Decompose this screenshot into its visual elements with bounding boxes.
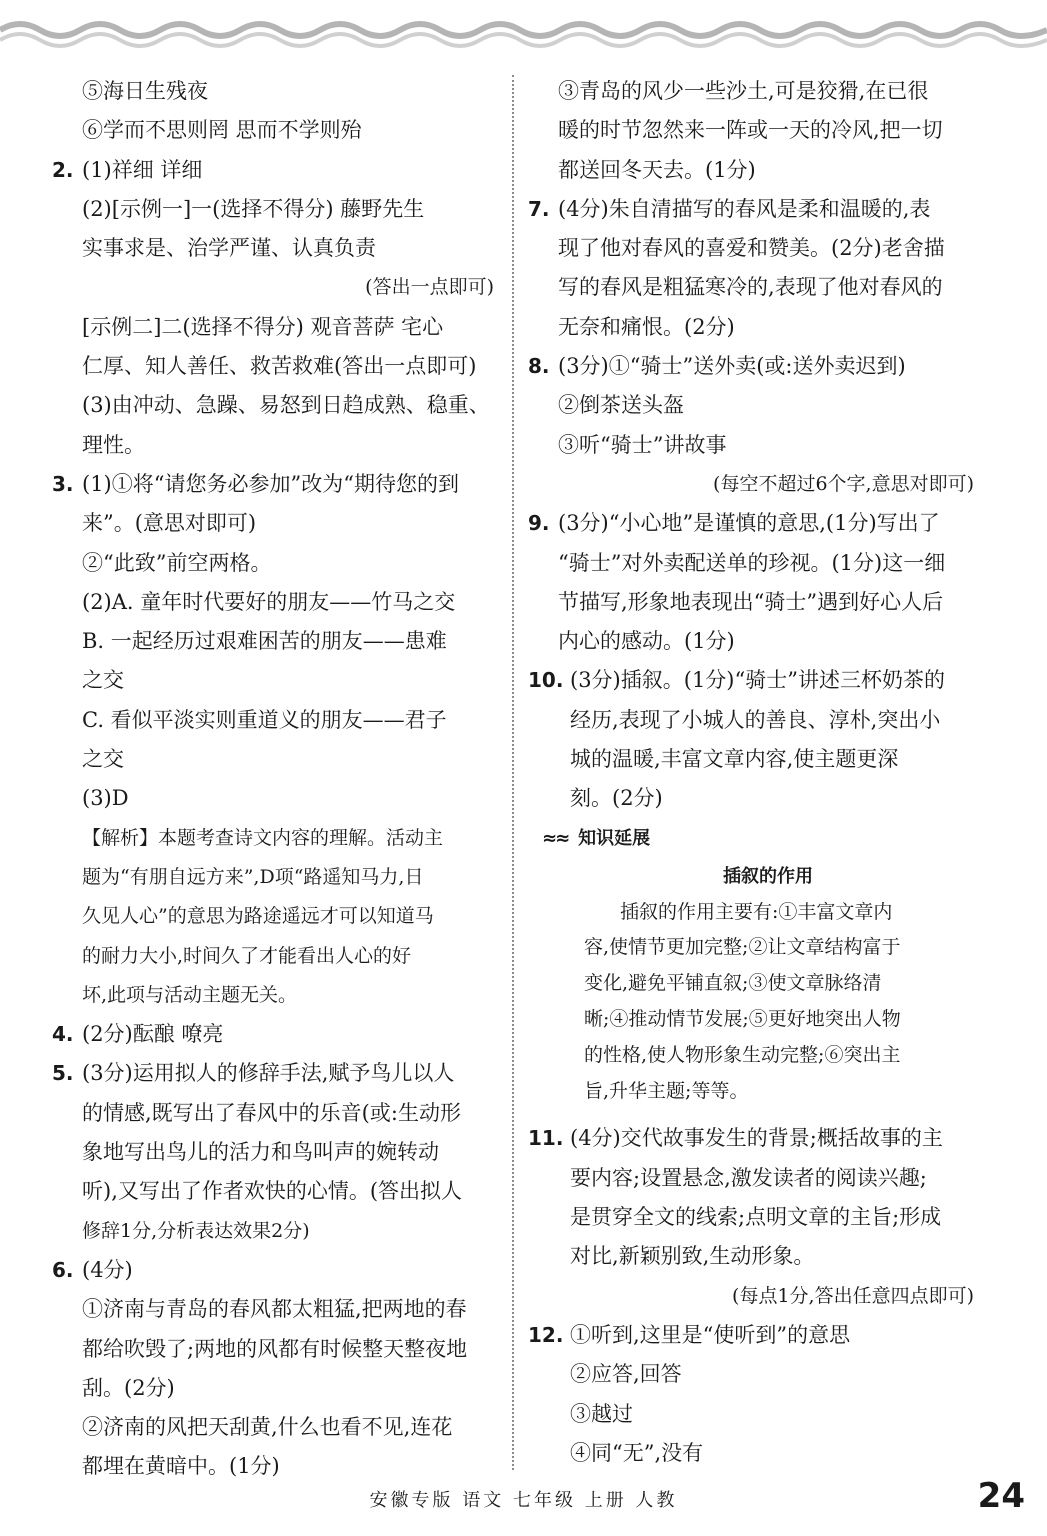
left_lines-line [52,622,498,661]
right_lines_bottom-line [528,1316,978,1355]
answer-text: 修辞1分,分析表达效果2分) [82,1219,310,1242]
answer-text: 无奈和痛恨。(2分) [558,314,735,339]
right_lines_top-line [528,72,978,111]
question-number: 10. [528,668,564,693]
knowledge-header-label: 知识延展 [578,827,651,849]
left_lines-line [52,1172,498,1211]
answer-text: 之交 [82,747,124,772]
knowledge-header [528,819,978,859]
right_lines_top-line [528,779,978,818]
knowledge-title: 插叙的作用 [723,865,813,887]
left-column [52,72,498,1487]
left_lines-line [52,1330,498,1369]
question-number: 12. [528,1322,564,1347]
wave-icon: ≈≈ [542,827,569,849]
answer-text: C. 看似平淡实则重道义的朋友——君子 [82,707,447,732]
answer-text: ②应答,回答 [570,1362,682,1387]
answer-text: [示例二]二(选择不得分) 观音菩萨 宅心 [82,314,444,339]
answer-text: (3)D [82,786,129,811]
answer-text: 实事求是、治学严谨、认真负责 [82,236,376,261]
answer-text: 【解析】本题考查诗文内容的理解。活动主 [82,826,444,849]
left_lines-line [52,229,498,268]
answer-text: 来”。(意思对即可) [82,511,257,536]
answer-text: (答出一点即可) [365,276,494,299]
right_lines_bottom-line [528,1198,978,1237]
answer-text: ①济南与青岛的春风都太粗猛,把两地的春 [82,1297,467,1322]
left_lines-line [52,779,498,818]
answer-text: 久见人心”的意思为路途遥远才可以知道马 [82,905,434,928]
left_lines-line [52,583,498,622]
answer-text: 对比,新颖别致,生动形象。 [570,1244,815,1269]
answer-text: 理性。 [82,432,145,457]
answer-text: 城的温暖,丰富文章内容,使主题更深 [570,747,899,772]
answer-text: 是贯穿全文的线索;点明文章的主旨;形成 [570,1205,942,1230]
right_lines_top-line [528,268,978,307]
right_lines_top-line [528,426,978,465]
knowledge-body [528,895,978,1110]
answer-text: 刮。(2分) [82,1375,175,1400]
answer-text: (3分)“小心地”是谨慎的意思,(1分)写出了 [558,511,940,536]
question-number: 8. [528,354,550,379]
left_lines-line [52,151,498,190]
question-number: 6. [52,1257,74,1282]
left_lines-line [52,740,498,779]
answer-text: 听),又写出了作者欢快的心情。(答出拟人 [82,1179,463,1204]
answer-text: 都给吹毁了;两地的风都有时候整天整夜地 [82,1336,468,1361]
answer-text: 之交 [82,668,124,693]
answer-text: ③越过 [570,1401,633,1426]
answer-text: (4分)朱自清描写的春风是柔和温暖的,表 [558,196,931,221]
answer-text: (1)①将“请您务必参加”改为“期待您的到 [82,471,459,496]
answer-text: 仁厚、知人善任、救苦救难(答出一点即可) [82,354,477,379]
answer-text: 经历,表现了小城人的善良、淳朴,突出小 [570,707,941,732]
right_lines_bottom-line [528,1237,978,1276]
right_lines_bottom-line [528,1355,978,1394]
right_lines_top-line [528,229,978,268]
left_lines-line [52,858,498,897]
right_lines_top-line [528,190,978,229]
left_lines-line [52,111,498,150]
left_lines-line [52,544,498,583]
question-number: 9. [528,511,550,536]
footer-edition-info: 安徽专版 语文 七年级 上册 人教 [369,1490,678,1511]
right_lines_top-line [528,308,978,347]
answer-text: “骑士”对外卖配送单的珍视。(1分)这一细 [558,550,946,575]
answer-text: 题为“有朋自远方来”,D项“路遥知马力,日 [82,865,424,888]
left_lines-line [52,465,498,504]
answer-text: (4分) [82,1257,133,1282]
right-answers-top [528,72,978,819]
answer-text: (2)A. 童年时代要好的朋友——竹马之交 [82,589,456,614]
answer-text: 暖的时节忽然来一阵或一天的冷风,把一切 [558,118,943,143]
question-number: 2. [52,157,74,182]
answer-text: ④同“无”,没有 [570,1440,704,1465]
answer-text: 节描写,形象地表现出“骑士”遇到好心人后 [558,589,944,614]
right_lines_top-line [528,504,978,543]
right_lines_top-line [528,740,978,779]
left_lines-line [52,1015,498,1054]
knowledge-line: 容,使情节更加完整;②让文章结构富于 [584,936,901,959]
left_lines-line [52,661,498,700]
right_lines_bottom-line [528,1434,978,1473]
left_lines-line [52,268,498,307]
answer-text: (每空不超过6个字,意思对即可) [713,472,974,495]
right_lines_top-line [528,544,978,583]
left_lines-line [52,1408,498,1447]
left_lines-line [52,819,498,858]
answer-text: 坏,此项与活动主题无关。 [82,983,298,1006]
answer-text: 内心的感动。(1分) [558,629,735,654]
right_lines_bottom-line [528,1277,978,1316]
right_lines_top-line [528,151,978,190]
answer-text: 现了他对春风的喜爱和赞美。(2分)老舍描 [558,236,945,261]
question-number: 3. [52,471,74,496]
question-number: 7. [528,196,550,221]
right_lines_bottom-line [528,1395,978,1434]
column-divider [512,75,514,1470]
knowledge-line: 的性格,使人物形象生动完整;⑥突出主 [584,1043,901,1066]
answer-text: ⑥学而不思则罔 思而不学则殆 [82,118,362,143]
right_lines_bottom-line [528,1119,978,1158]
right_lines_top-line [528,111,978,150]
answer-text: ③青岛的风少一些沙土,可是狡猾,在已很 [558,79,929,103]
answer-text: ②济南的风把天刮黄,什么也看不见,连花 [82,1415,453,1440]
right-column [528,72,978,1473]
left_lines-line [52,308,498,347]
answer-text: (2)[示例一]一(选择不得分) 藤野先生 [82,196,425,221]
right_lines_top-line [528,583,978,622]
right_lines_top-line [528,347,978,386]
left_lines-line [52,1251,498,1290]
right_lines_top-line [528,661,978,700]
page-number: 24 [977,1476,1025,1516]
knowledge-line: 变化,避免平铺直叙;③使文章脉络清 [584,972,882,995]
page-footer [0,1474,1047,1536]
left_lines-line [52,190,498,229]
left_lines-line [52,937,498,976]
answer-text: ⑤海日生残夜 [82,79,208,103]
answer-text: (3分)运用拟人的修辞手法,赋予鸟儿以人 [82,1061,455,1086]
answer-text: ③听“骑士”讲故事 [558,432,727,457]
answer-text: (4分)交代故事发生的背景;概括故事的主 [570,1126,943,1151]
left_lines-line [52,897,498,936]
answer-text: (3分)①“骑士”送外卖(或:送外卖迟到) [558,354,906,379]
left_lines-line [52,976,498,1015]
knowledge-line: 旨,升华主题;等等。 [584,1079,749,1102]
question-number: 4. [52,1022,74,1047]
left_lines-line [52,1054,498,1093]
left_lines-line [52,1212,498,1251]
right_lines_top-line [528,465,978,504]
answer-text: 刻。(2分) [570,786,663,811]
question-number: 11. [528,1126,564,1151]
decorative-top-border [0,0,1047,60]
left_lines-line [52,72,498,111]
right-answers-bottom [528,1119,978,1473]
answer-text: ①听到,这里是“使听到”的意思 [570,1322,851,1347]
answer-text: (每点1分,答出任意四点即可) [732,1284,974,1307]
answer-text: 象地写出鸟儿的活力和鸟叫声的婉转动 [82,1140,439,1165]
knowledge-line: 晰;④推动情节发展;⑤更好地突出人物 [584,1008,901,1031]
right_lines_bottom-line [528,1159,978,1198]
answer-text: (1)祥细 详细 [82,157,203,182]
left_lines-line [52,426,498,465]
left_lines-line [52,701,498,740]
answer-text: B. 一起经历过艰难困苦的朋友——患难 [82,629,447,654]
left_lines-line [52,386,498,425]
answer-text: 要内容;设置悬念,激发读者的阅读兴趣; [570,1165,927,1190]
answer-text: 都送回冬天去。(1分) [558,157,756,182]
answer-text: 都埋在黄暗中。(1分) [82,1454,280,1479]
answer-text: (3分)插叙。(1分)“骑士”讲述三杯奶茶的 [570,668,945,693]
answer-text: ②倒茶送头盔 [558,393,684,418]
answer-text: (2分)酝酿 嘹亮 [82,1022,224,1047]
answer-text: 的耐力大小,时间久了才能看出人心的好 [82,944,412,967]
answer-text: (3)由冲动、急躁、易怒到日趋成熟、稳重、 [82,393,490,418]
left_lines-line [52,504,498,543]
left_lines-line [52,1133,498,1172]
answer-text: 的情感,既写出了春风中的乐音(或:生动形 [82,1100,461,1125]
left_lines-line [52,1094,498,1133]
left_lines-line [52,1369,498,1408]
question-number: 5. [52,1061,74,1086]
left_lines-line [52,347,498,386]
right_lines_top-line [528,701,978,740]
right_lines_top-line [528,622,978,661]
right_lines_top-line [528,386,978,425]
knowledge-line: 插叙的作用主要有:①丰富文章内 [620,900,893,923]
answer-text: 写的春风是粗猛寒冷的,表现了他对春风的 [558,275,943,300]
knowledge-box [528,819,978,1110]
answer-text: ②“此致”前空两格。 [82,550,272,575]
left_lines-line [52,1290,498,1329]
